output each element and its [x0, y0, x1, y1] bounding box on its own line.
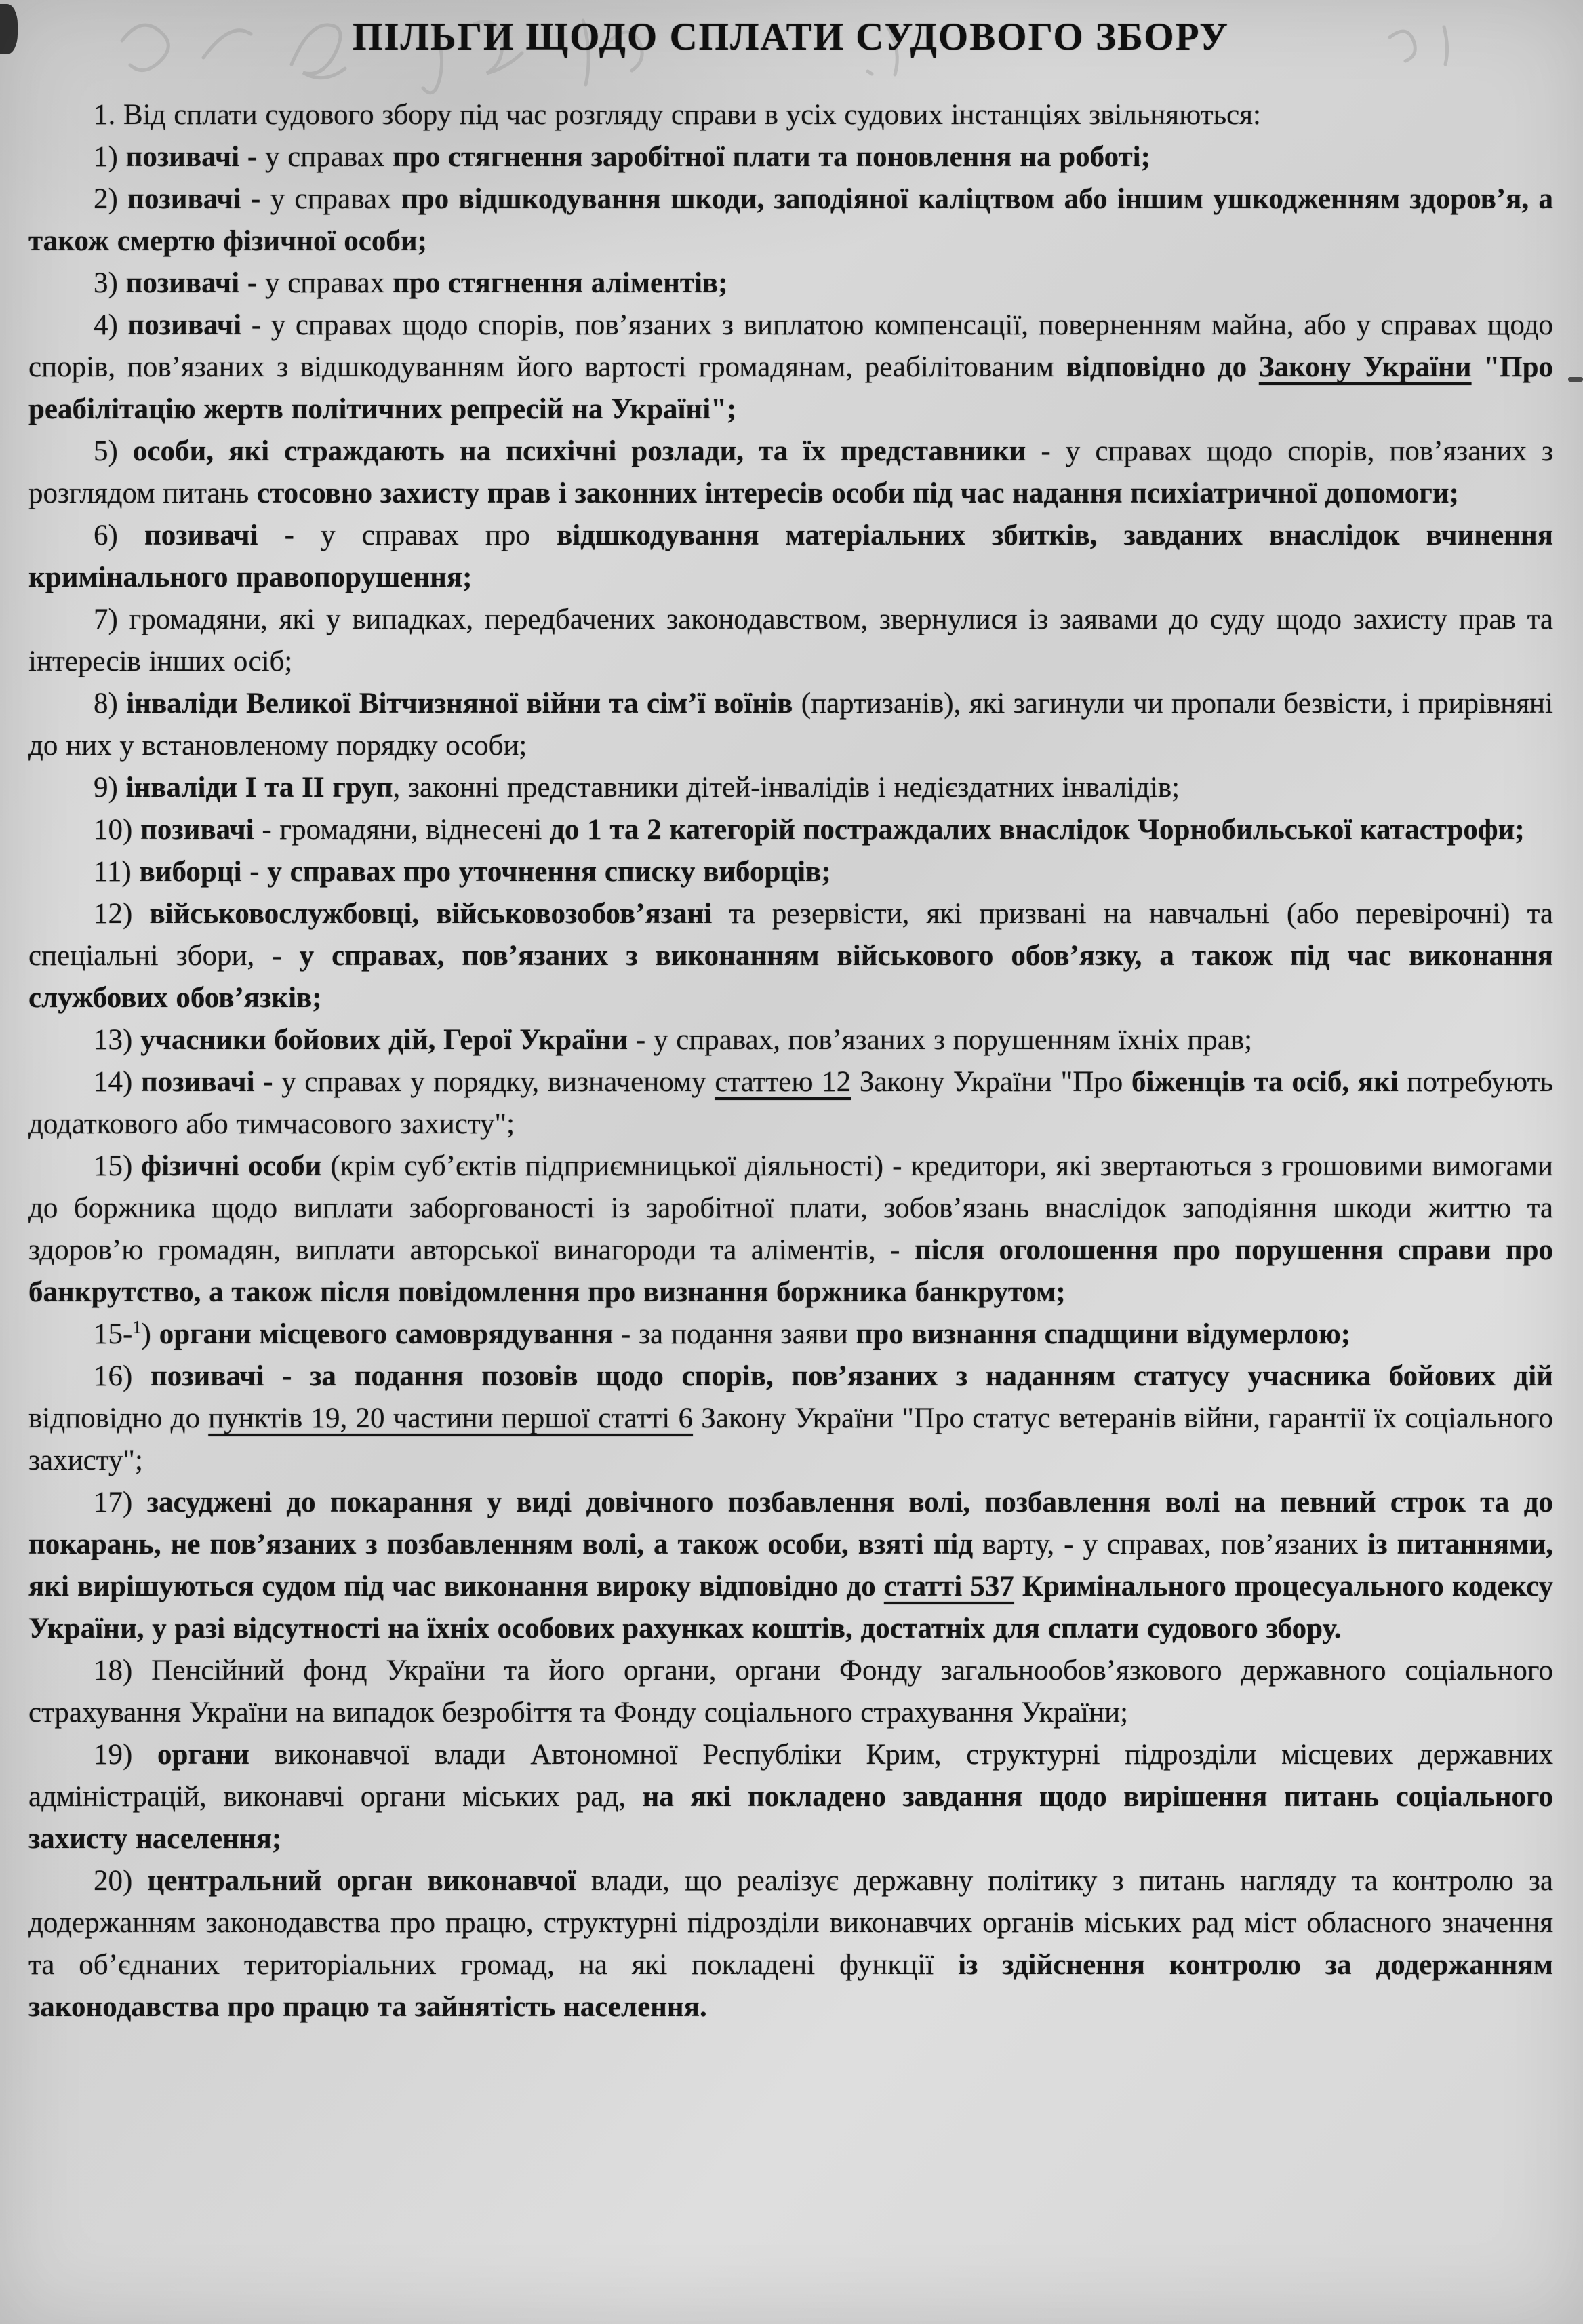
bold-text: позивачі [127, 309, 242, 341]
paragraph-3 [28, 262, 1553, 304]
text-run: 8) [94, 688, 127, 720]
underlined-text: статтею 12 [715, 1066, 851, 1098]
bold-text: Кримінального процесуального кодексу України, у разі відсутності на їхніх особових рахунках коштів, достатніх для сплати судового збору. [28, 1571, 1554, 1644]
bold-text: стосовно захисту прав і законних інтересів особи під час надання психіатричної допомоги; [257, 477, 1459, 509]
paragraph-17 [28, 1356, 1553, 1482]
bold-text: про стягнення заробітної плати та поновлення на роботі; [392, 141, 1150, 173]
text-run: 16) [94, 1360, 151, 1392]
bold-text: інваліди I та II груп [125, 772, 393, 804]
paragraph-13 [28, 1019, 1553, 1061]
bold-text: біженців та осіб, які [1131, 1066, 1407, 1098]
document-content [28, 15, 1553, 2028]
text-run: виконавчої влади Автономної Республіки Крим, структурні підрозділи місцевих державних адміністрацій, виконавчі органи міських рад, [28, 1739, 1554, 1813]
paragraph-18 [28, 1482, 1553, 1650]
text-run: 15) [94, 1150, 142, 1182]
text-run: Закону України "Про [851, 1066, 1131, 1098]
bold-text: військовослужбовці, військовозобов’язані [149, 898, 729, 930]
bold-text: позивачі - [141, 1066, 282, 1098]
text-run: 4) [94, 309, 128, 341]
bold-text: позивачі - [127, 183, 270, 215]
text-run: , законні представники дітей-інвалідів і недієздатних інвалідів; [393, 772, 1180, 804]
paragraph-19 [28, 1650, 1553, 1734]
bold-text: "Про реабілітацію жертв політичних репресій на Україні"; [28, 351, 1554, 425]
bold-text: на які покладено завдання щодо вирішення питань соціального захисту населення; [28, 1781, 1553, 1855]
paragraph-21 [28, 1860, 1553, 2028]
bold-text: особи, які страждають на психічні розлади, та їх представники [132, 435, 1026, 467]
bold-text: із здійснення контролю за додержанням законодавства про працю та зайнятість населення. [28, 1949, 1553, 2023]
bold-text: про стягнення аліментів; [392, 267, 728, 299]
text-run: 9) [94, 772, 126, 804]
text-run: 17) [94, 1486, 147, 1518]
text-run: 15- [94, 1318, 133, 1350]
paragraph-6 [28, 515, 1553, 599]
bold-text: позивачі - [144, 519, 321, 551]
paragraph-4 [28, 304, 1553, 431]
underlined-text: Закону України [1258, 351, 1472, 383]
document-body [28, 94, 1553, 2028]
paragraph-8 [28, 683, 1553, 767]
text-run: 5) [94, 435, 133, 467]
paragraph-9 [28, 767, 1553, 809]
bold-text: після оголошення про порушення справи про банкрутство, а також після повідомлення про визнання боржника банкрутом; [28, 1234, 1554, 1308]
paragraph-1 [28, 136, 1553, 178]
bold-text: відповідно до [1066, 351, 1259, 383]
bold-text: із питаннями, які вирішуються судом під час виконання вироку відповідно до [28, 1529, 1553, 1602]
bold-text: до 1 та 2 категорій постраждалих внаслідок Чорнобильської катастрофи; [550, 814, 1525, 846]
text-run: у справах [270, 183, 401, 215]
paragraph-11 [28, 851, 1553, 893]
bold-text: у справах, пов’язаних з виконанням військового обов’язку, а також під час виконання службових обов’язків; [28, 940, 1553, 1014]
text-run: ) [141, 1318, 159, 1350]
text-run: 1 [132, 1316, 142, 1337]
text-run: у справах [264, 267, 393, 299]
bold-text: фізичні особи [141, 1150, 331, 1182]
scan-corner-artifact [0, 4, 18, 54]
text-run: (партизанів), які загинули чи пропали безвісти, і прирівняні до них у встановленому порядку особи; [28, 688, 1553, 762]
bold-text: про визнання спадщини відумерлою; [856, 1318, 1351, 1350]
bold-text: позивачі - [125, 267, 265, 299]
paragraph-10 [28, 809, 1553, 851]
text-run: влади, що реалізує державну політику з питань нагляду та контролю за додержанням законодавства про працю, структурні підрозділи виконавчих органів міських рад міст обласного значення та об’єднаних територіальних громад, на які покладені функції [28, 1865, 1553, 1981]
text-run: потребують додаткового або тимчасового захисту"; [28, 1066, 1553, 1140]
text-run: 1. Від сплати судового збору під час розгляду справи в усіх судових інстанціях звільняються: [94, 99, 1261, 131]
text-run: 19) [94, 1739, 157, 1771]
paragraph-0 [28, 94, 1553, 136]
text-run: у справах про [321, 519, 557, 551]
bold-text: учасники бойових дій, Герої України [140, 1024, 636, 1056]
text-run: 12) [94, 898, 150, 930]
bold-text: позивачі - [125, 141, 265, 173]
paragraph-15 [28, 1145, 1553, 1314]
text-run: варту, - у справах, пов’язаних [982, 1529, 1368, 1560]
text-run: 1) [94, 141, 126, 173]
text-run: 6) [94, 519, 144, 551]
text-run: 11) [94, 856, 140, 888]
text-run: - у справах, пов’язаних з порушенням їхніх прав; [635, 1024, 1253, 1056]
text-run: - у справах щодо спорів, пов’язаних з розглядом питань [28, 435, 1553, 509]
text-run: (крім суб’єктів підприємницької діяльності) - кредитори, які звертаються з грошовими вимогами до боржника щодо виплати заборгованості із заробітної плати, зобов’язань внаслідок заподіяння шкоди життю та здоров’ю громадян, виплати авторської винагороди та аліментів, - [28, 1150, 1553, 1266]
text-run: 18) Пенсійний фонд України та його органи, органи Фонду загальнообов’язкового державного соціального страхування України на випадок безробіття та Фонду соціального страхування України; [28, 1655, 1553, 1729]
text-run: 3) [94, 267, 126, 299]
paragraph-14 [28, 1061, 1553, 1145]
text-run: у справах у порядку, визначеному [281, 1066, 715, 1098]
text-run: 10) [94, 814, 141, 846]
text-run: 7) громадяни, які у випадках, передбачених законодавством, звернулися із заявами до суду щодо захисту прав та інтересів інших осіб; [28, 604, 1553, 677]
bold-text: засуджені до покарання у виді довічного позбавлення волі, позбавлення волі на певний строк та до покарань, не пов’язаних з позбавленням волі, а також особи, взяті під [28, 1486, 1553, 1560]
text-run: 13) [94, 1024, 141, 1056]
text-run: відповідно до [28, 1402, 209, 1434]
bold-text: органи [157, 1739, 275, 1771]
bold-text: позивачі - за подання позовів щодо спорів, пов’язаних з наданням статусу учасника бойових дій [150, 1360, 1553, 1392]
paragraph-5 [28, 431, 1553, 515]
text-run: 14) [94, 1066, 141, 1098]
bold-text: інваліди Великої Вітчизняної війни та сім’ї воїнів [126, 688, 801, 720]
bold-text: виборці - у справах про уточнення списку виборців; [139, 856, 831, 888]
bold-text: відшкодування матеріальних збитків, завданих внаслідок вчинення кримінального правопорушення; [28, 519, 1553, 593]
underlined-text: статті 537 [883, 1571, 1014, 1602]
text-run: Закону України "Про статус ветеранів війни, гарантії їх соціального захисту"; [28, 1402, 1553, 1476]
text-run: 20) [94, 1865, 148, 1897]
paragraph-20 [28, 1734, 1553, 1860]
scan-edge-artifact [1568, 377, 1583, 382]
text-run: - за подання заяви [621, 1318, 856, 1350]
paragraph-2 [28, 178, 1553, 262]
paragraph-16 [28, 1314, 1553, 1356]
bold-text: органи місцевого самоврядування [159, 1318, 621, 1350]
document-title: ПІЛЬГИ ЩОДО СПЛАТИ СУДОВОГО ЗБОРУ [353, 16, 1229, 58]
text-run: - громадяни, віднесені [254, 814, 550, 846]
text-run: та резервісти, які призвані на навчальні (або перевірочні) та спеціальні збори, - [28, 898, 1553, 972]
underlined-text: пунктів 19, 20 частини першої статті 6 [208, 1402, 693, 1434]
text-run: 2) [94, 183, 128, 215]
bold-text: позивачі [140, 814, 254, 846]
bold-text: центральний орган виконавчої [147, 1865, 591, 1897]
paragraph-7 [28, 599, 1553, 683]
bold-text: про відшкодування шкоди, заподіяної каліцтвом або іншим ушкодженням здоров’я, а також смертю фізичної особи; [28, 183, 1553, 257]
text-run: у справах [264, 141, 393, 173]
text-run: - у справах щодо спорів, пов’язаних з виплатою компенсації, поверненням майна, або у справах щодо спорів, пов’язаних з відшкодуванням його вартості громадянам, реабілітованим [28, 309, 1553, 383]
paragraph-12 [28, 893, 1553, 1019]
